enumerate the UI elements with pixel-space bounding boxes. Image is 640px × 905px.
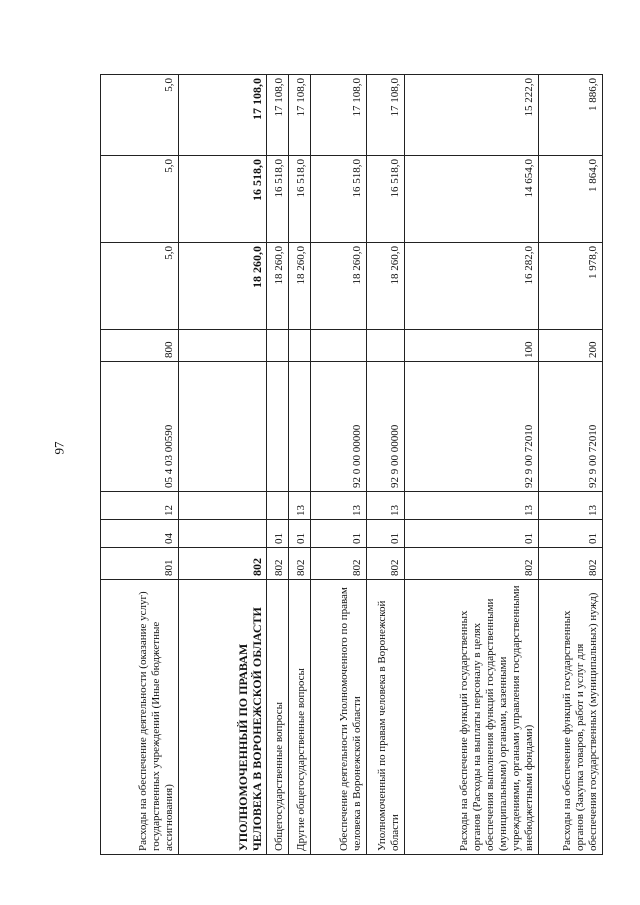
ministry-code: 802 bbox=[267, 548, 289, 580]
amount-year-3: 17 108,0 bbox=[367, 75, 405, 156]
expense-type-code bbox=[311, 330, 367, 362]
amount-year-1: 18 260,0 bbox=[267, 243, 289, 330]
table-row bbox=[179, 75, 267, 855]
table-row bbox=[405, 75, 539, 855]
amount-year-2: 16 518,0 bbox=[267, 156, 289, 243]
section-code: 04 bbox=[101, 520, 179, 548]
amount-year-3: 15 222,0 bbox=[405, 75, 539, 156]
subsection-code: 13 bbox=[311, 492, 367, 520]
amount-year-1: 16 282,0 bbox=[405, 243, 539, 330]
section-code bbox=[179, 520, 267, 548]
subsection-code: 12 bbox=[101, 492, 179, 520]
expense-type-code bbox=[179, 330, 267, 362]
target-article-code bbox=[289, 362, 311, 492]
amount-year-1: 5,0 bbox=[101, 243, 179, 330]
ministry-code: 802 bbox=[367, 548, 405, 580]
row-name: Общегосударственные вопросы bbox=[267, 580, 289, 855]
amount-year-2: 14 654,0 bbox=[405, 156, 539, 243]
row-name: Уполномоченный по правам человека в Воронежской области bbox=[367, 580, 405, 855]
row-name: УПОЛНОМОЧЕННЫЙ ПО ПРАВАМ ЧЕЛОВЕКА В ВОРОНЕЖСКОЙ ОБЛАСТИ bbox=[179, 580, 267, 855]
table-row bbox=[267, 75, 289, 855]
subsection-code: 13 bbox=[405, 492, 539, 520]
subsection-code bbox=[179, 492, 267, 520]
amount-year-2: 16 518,0 bbox=[367, 156, 405, 243]
ministry-code: 802 bbox=[405, 548, 539, 580]
rotated-table-frame bbox=[100, 75, 600, 855]
amount-year-3: 5,0 bbox=[101, 75, 179, 156]
amount-year-1: 18 260,0 bbox=[289, 243, 311, 330]
amount-year-1: 18 260,0 bbox=[367, 243, 405, 330]
amount-year-2: 1 864,0 bbox=[539, 156, 603, 243]
amount-year-3: 17 108,0 bbox=[289, 75, 311, 156]
table-row bbox=[311, 75, 367, 855]
row-name: Расходы на обеспечение деятельности (оказание услуг) государственных учреждений (Иные бюджетные ассигнования) bbox=[101, 580, 179, 855]
section-code: 01 bbox=[267, 520, 289, 548]
ministry-code: 802 bbox=[289, 548, 311, 580]
amount-year-2: 16 518,0 bbox=[289, 156, 311, 243]
section-code: 01 bbox=[539, 520, 603, 548]
expense-type-code bbox=[367, 330, 405, 362]
expense-type-code bbox=[289, 330, 311, 362]
amount-year-2: 16 518,0 bbox=[179, 156, 267, 243]
section-code: 01 bbox=[311, 520, 367, 548]
table-row bbox=[289, 75, 311, 855]
subsection-code bbox=[267, 492, 289, 520]
row-name: Расходы на обеспечение функций государственных органов (Закупка товаров, работ и услуг для обеспечения государственных (муниципальных) нужд) bbox=[539, 580, 603, 855]
amount-year-1: 1 978,0 bbox=[539, 243, 603, 330]
amount-year-2: 5,0 bbox=[101, 156, 179, 243]
subsection-code: 13 bbox=[289, 492, 311, 520]
row-name: Другие общегосударственные вопросы bbox=[289, 580, 311, 855]
amount-year-2: 16 518,0 bbox=[311, 156, 367, 243]
expense-type-code: 200 bbox=[539, 330, 603, 362]
target-article-code: 05 4 03 00590 bbox=[101, 362, 179, 492]
target-article-code bbox=[179, 362, 267, 492]
amount-year-3: 17 108,0 bbox=[179, 75, 267, 156]
expense-type-code bbox=[267, 330, 289, 362]
target-article-code: 92 0 00 00000 bbox=[311, 362, 367, 492]
subsection-code: 13 bbox=[367, 492, 405, 520]
amount-year-1: 18 260,0 bbox=[179, 243, 267, 330]
table-row bbox=[367, 75, 405, 855]
expense-type-code: 100 bbox=[405, 330, 539, 362]
expense-type-code: 800 bbox=[101, 330, 179, 362]
section-code: 01 bbox=[289, 520, 311, 548]
table-row bbox=[101, 75, 179, 855]
page-number: 97 bbox=[51, 441, 67, 455]
target-article-code: 92 9 00 00000 bbox=[367, 362, 405, 492]
target-article-code: 92 9 00 72010 bbox=[405, 362, 539, 492]
ministry-code: 802 bbox=[179, 548, 267, 580]
target-article-code: 92 9 00 72010 bbox=[539, 362, 603, 492]
ministry-code: 801 bbox=[101, 548, 179, 580]
section-code: 01 bbox=[405, 520, 539, 548]
ministry-code: 802 bbox=[539, 548, 603, 580]
amount-year-3: 17 108,0 bbox=[311, 75, 367, 156]
amount-year-1: 18 260,0 bbox=[311, 243, 367, 330]
amount-year-3: 1 886,0 bbox=[539, 75, 603, 156]
row-name: Обеспечение деятельности Уполномоченного по правам человека в Воронежской области bbox=[311, 580, 367, 855]
row-name: Расходы на обеспечение функций государственных органов (Расходы на выплаты персоналу в целях обеспечения выполнения функций государственными (муниципальными) органами, казенными учреждениями, органами управления государственными внебюджетными фондами) bbox=[405, 580, 539, 855]
budget-table-container bbox=[100, 75, 600, 855]
budget-table bbox=[100, 74, 603, 855]
table-row bbox=[539, 75, 603, 855]
amount-year-3: 17 108,0 bbox=[267, 75, 289, 156]
section-code: 01 bbox=[367, 520, 405, 548]
subsection-code: 13 bbox=[539, 492, 603, 520]
target-article-code bbox=[267, 362, 289, 492]
ministry-code: 802 bbox=[311, 548, 367, 580]
